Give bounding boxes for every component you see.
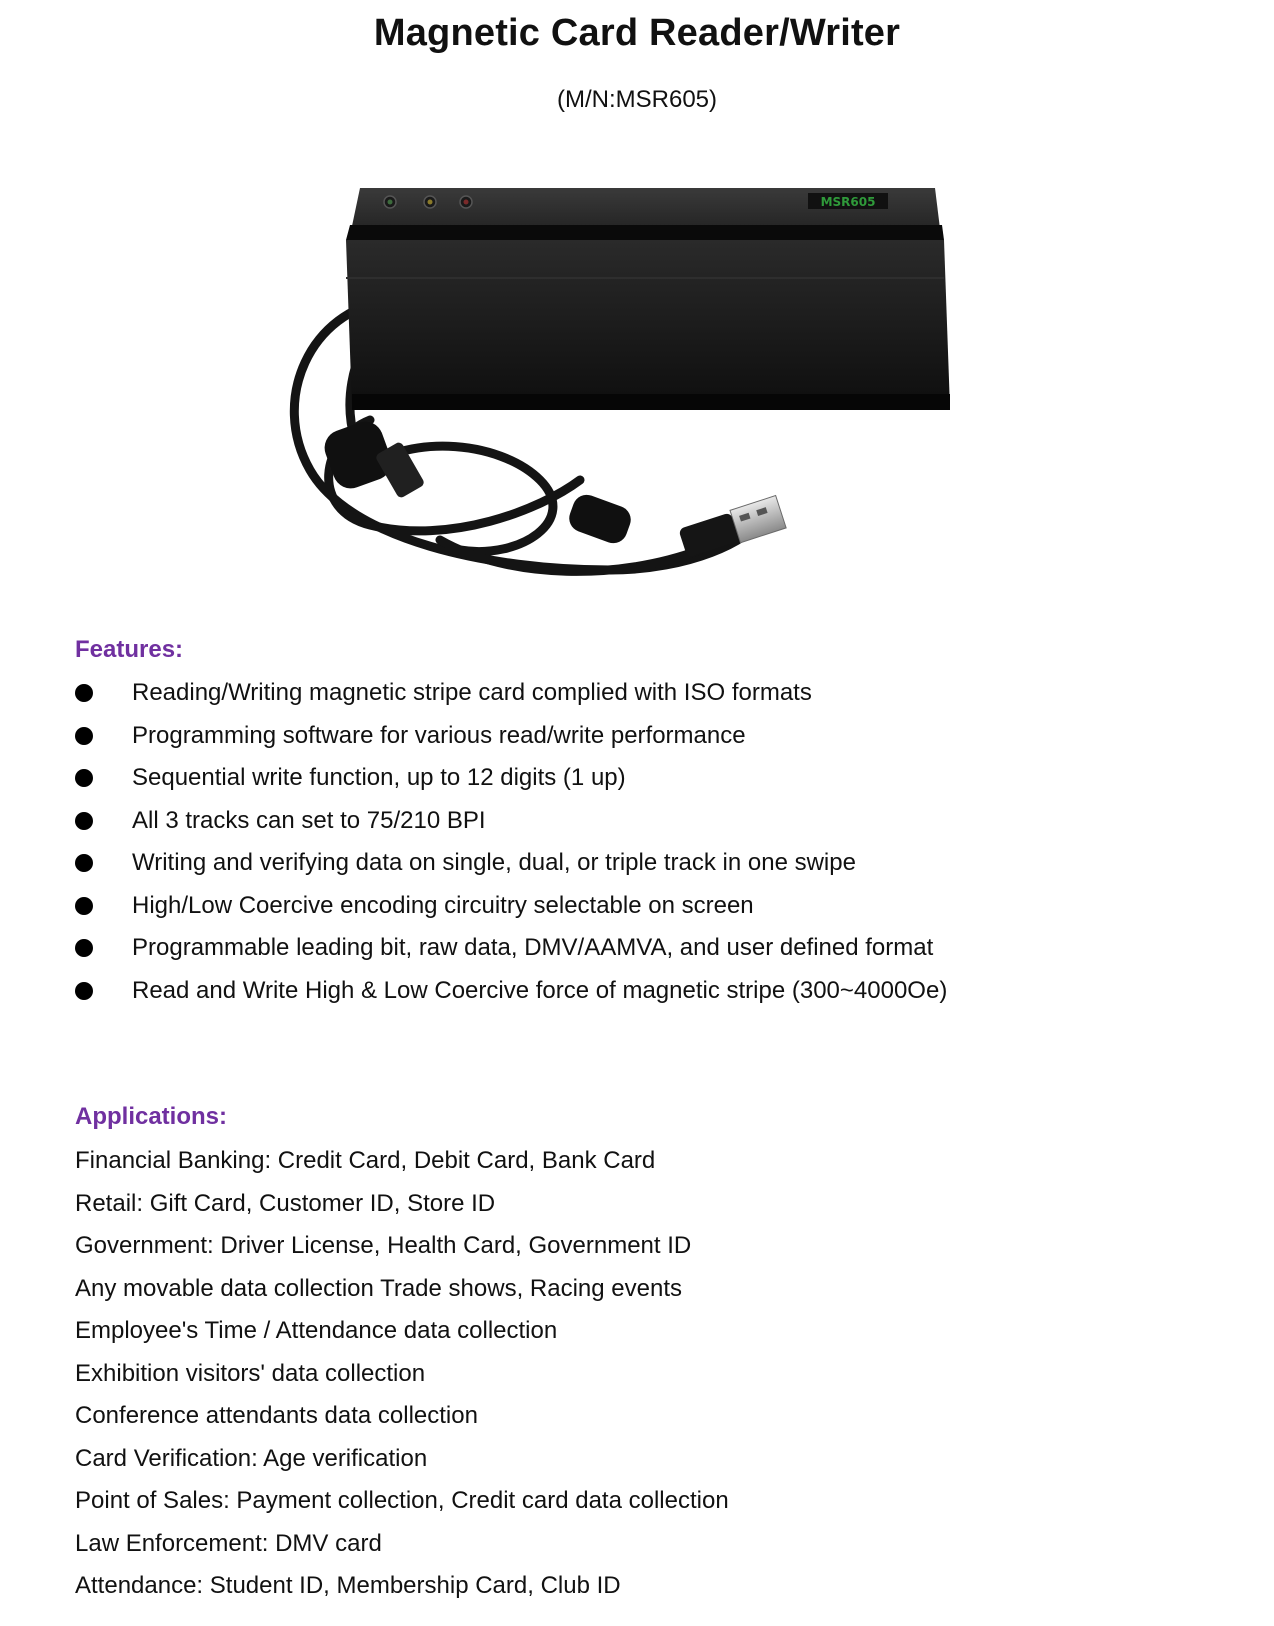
application-item: Retail: Gift Card, Customer ID, Store ID [75, 1189, 496, 1217]
bullet-icon [75, 812, 93, 830]
feature-text: High/Low Coercive encoding circuitry selectable on screen [132, 891, 754, 919]
application-item: Law Enforcement: DMV card [75, 1529, 382, 1557]
application-item: Conference attendants data collection [75, 1402, 478, 1429]
applications-heading: Applications: [75, 1103, 228, 1130]
bullet-icon [75, 939, 93, 957]
feature-item [75, 763, 947, 806]
application-item: Point of Sales: Payment collection, Credit card data collection [75, 1487, 729, 1514]
bullet-icon [75, 684, 93, 702]
application-item: Government: Driver License, Health Card, Government ID [75, 1232, 692, 1259]
application-item: Exhibition visitors' data collection [75, 1359, 426, 1387]
feature-text: Reading/Writing magnetic stripe card complied with ISO formats [132, 679, 812, 706]
product-image [280, 180, 1000, 620]
feature-item [75, 976, 947, 1019]
feature-item [75, 721, 947, 764]
page-title: Magnetic Card Reader/Writer [373, 12, 901, 54]
feature-text: Programming software for various read/write performance [132, 721, 746, 749]
application-item: Financial Banking: Credit Card, Debit Card, Bank Card [75, 1147, 656, 1174]
bullet-icon [75, 854, 93, 872]
model-number: (M/N:MSR605) [556, 86, 718, 113]
feature-text: Read and Write High & Low Coercive force of magnetic stripe (300~4000Oe) [132, 976, 948, 1004]
bullet-icon [75, 982, 93, 1000]
bullet-icon [75, 897, 93, 915]
feature-text: All 3 tracks can set to 75/210 BPI [132, 806, 486, 834]
feature-text: Programmable leading bit, raw data, DMV/AAMVA, and user defined format [132, 934, 934, 961]
feature-item [75, 933, 947, 976]
bullet-icon [75, 727, 93, 745]
application-item: Employee's Time / Attendance data collection [75, 1317, 558, 1344]
bullet-icon [75, 769, 93, 787]
feature-item [75, 891, 947, 934]
feature-item [75, 678, 947, 721]
features-list [75, 678, 947, 1018]
application-item: Any movable data collection Trade shows, Racing events [75, 1274, 682, 1302]
feature-item [75, 806, 947, 849]
features-heading: Features: [75, 636, 184, 663]
applications-list [75, 1146, 729, 1614]
application-item: Attendance: Student ID, Membership Card, Club ID [75, 1572, 621, 1599]
device-model-label: MSR605 [820, 195, 876, 209]
feature-text: Writing and verifying data on single, dual, or triple track in one swipe [132, 849, 856, 876]
application-item: Card Verification: Age verification [75, 1444, 428, 1472]
feature-text: Sequential write function, up to 12 digits (1 up) [132, 764, 626, 791]
feature-item [75, 848, 947, 891]
